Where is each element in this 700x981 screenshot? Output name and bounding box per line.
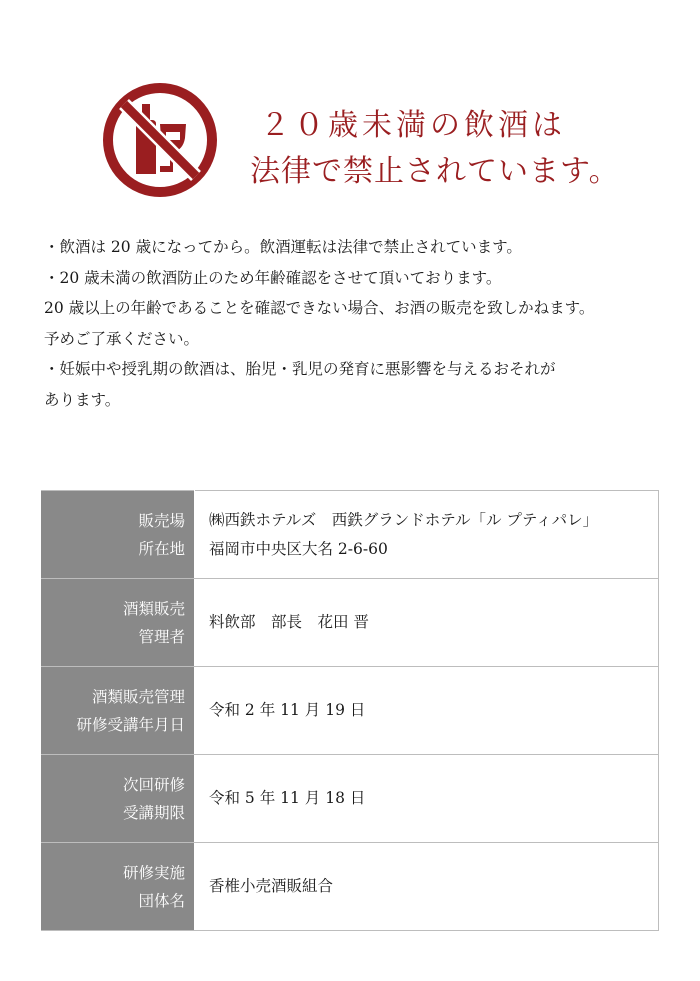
row-label: 研修実施 団体名 bbox=[41, 843, 195, 931]
headline-line2: 法律で禁止されています。 bbox=[250, 154, 620, 189]
note-line: 20 歳以上の年齢であることを確認できない場合、お酒の販売を致しかねます。 bbox=[44, 299, 595, 317]
row-label: 販売場 所在地 bbox=[41, 491, 195, 579]
note-line: 予めご了承ください。 bbox=[44, 329, 200, 348]
row-label: 酒類販売管理 研修受講年月日 bbox=[41, 667, 195, 755]
table-row-training-date bbox=[41, 667, 659, 755]
table-row-next-training bbox=[41, 755, 659, 843]
note-line: ・飲酒は 20 歳になってから。飲酒運転は法律で禁止されています。 bbox=[44, 238, 522, 256]
table-row-location bbox=[41, 491, 659, 579]
row-value: 令和 2 年 11 月 19 日 bbox=[195, 667, 659, 755]
table-row-manager bbox=[41, 579, 659, 667]
row-label: 次回研修 受講期限 bbox=[41, 755, 195, 843]
note-line: ・妊娠中や授乳期の飲酒は、胎児・乳児の発育に悪影響を与えるおそれが bbox=[44, 360, 556, 378]
headline bbox=[250, 103, 620, 195]
notes bbox=[44, 232, 664, 415]
row-value: 香椎小売酒販組合 bbox=[195, 843, 659, 931]
notice-header bbox=[0, 0, 700, 220]
row-label: 酒類販売 管理者 bbox=[41, 579, 195, 667]
table-row-organization bbox=[41, 843, 659, 931]
note-line: あります。 bbox=[44, 390, 121, 409]
row-value: 料飲部 部長 花田 晋 bbox=[195, 579, 659, 667]
note-line: ・20 歳未満の飲酒防止のため年齢確認をさせて頂いております。 bbox=[44, 268, 502, 287]
row-value: ㈱西鉄ホテルズ 西鉄グランドホテル「ル プティパレ」 福岡市中央区大名 2-6-60 bbox=[195, 491, 659, 579]
no-alcohol-icon bbox=[100, 80, 220, 200]
info-table bbox=[41, 490, 659, 931]
headline-line1: ２０歳未満の飲酒は bbox=[260, 108, 566, 143]
row-value: 令和 5 年 11 月 18 日 bbox=[195, 755, 659, 843]
